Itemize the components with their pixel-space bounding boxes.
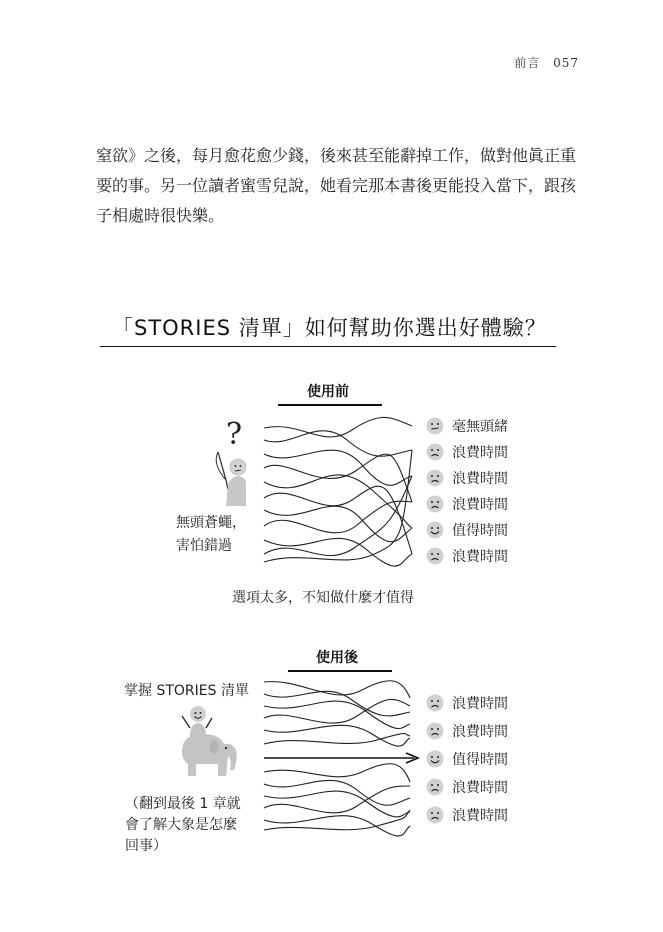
after-note-1: （翻到最後 1 章就 — [125, 796, 241, 812]
question-mark-icon: ? — [226, 417, 243, 452]
outcome-label: 浪費時間 — [452, 497, 508, 513]
happy-face-icon — [426, 750, 444, 768]
outcome-label: 浪費時間 — [452, 549, 508, 565]
after-note-3: 回事） — [125, 838, 167, 854]
outcome-label: 浪費時間 — [452, 808, 508, 824]
before-outcome — [426, 520, 508, 540]
after-outcome — [426, 805, 508, 825]
happy-face-icon — [426, 521, 444, 539]
after-tangled-lines — [262, 676, 422, 836]
sad-face-icon — [426, 722, 444, 740]
elephant-rider-icon — [176, 704, 246, 778]
outcome-label: 值得時間 — [452, 752, 508, 768]
after-top-label: 掌握 STORIES 清單 — [124, 683, 249, 699]
before-heading-bar — [278, 404, 382, 406]
outcome-label: 浪費時間 — [452, 724, 508, 740]
before-caption: 選項太多，不知做什麼才值得 — [232, 590, 414, 606]
after-outcome — [426, 777, 508, 797]
after-outcome — [426, 693, 508, 713]
body-line: 要的事。另一位讀者蜜雪兒說，她看完那本書後更能投入當下，跟孩 — [96, 176, 577, 195]
sad-face-icon — [426, 778, 444, 796]
body-line: 子相處時很快樂。 — [96, 206, 225, 225]
confused-person-icon — [212, 450, 262, 506]
outcome-label: 值得時間 — [452, 523, 508, 539]
before-outcome — [426, 468, 508, 488]
before-outcome — [426, 416, 508, 436]
after-heading-bar — [288, 670, 392, 672]
sad-face-icon — [426, 806, 444, 824]
body-paragraph — [96, 141, 586, 231]
sad-face-icon — [426, 495, 444, 513]
outcome-label: 浪費時間 — [452, 445, 508, 461]
running-header — [506, 54, 579, 71]
section-name: 前言 — [514, 56, 541, 70]
sad-face-icon — [426, 443, 444, 461]
outcome-label: 毫無頭緒 — [452, 419, 508, 435]
figure-title: 「STORIES 清單」如何幫助你選出好體驗？ — [112, 316, 547, 340]
figure-title-rule — [100, 346, 556, 347]
outcome-label: 浪費時間 — [452, 471, 508, 487]
sad-face-icon — [426, 547, 444, 565]
neutral-face-icon — [426, 417, 444, 435]
after-outcome — [426, 721, 508, 741]
before-outcome — [426, 546, 508, 566]
before-outcome — [426, 494, 508, 514]
outcome-label: 浪費時間 — [452, 780, 508, 796]
after-heading: 使用後 — [316, 650, 358, 666]
before-person-label-2: 害怕錯過 — [176, 538, 232, 554]
after-outcome — [426, 749, 508, 769]
body-line: 窒欲》之後，每月愈花愈少錢，後來甚至能辭掉工作，做對他眞正重 — [96, 146, 577, 165]
before-heading: 使用前 — [307, 384, 349, 400]
page-number: 057 — [553, 56, 579, 70]
sad-face-icon — [426, 469, 444, 487]
outcome-label: 浪費時間 — [452, 696, 508, 712]
before-person-label-1: 無頭蒼蠅， — [176, 515, 246, 531]
after-note-2: 會了解大象是怎麼 — [125, 817, 237, 833]
sad-face-icon — [426, 694, 444, 712]
before-tangled-lines — [262, 410, 418, 570]
before-outcome — [426, 442, 508, 462]
